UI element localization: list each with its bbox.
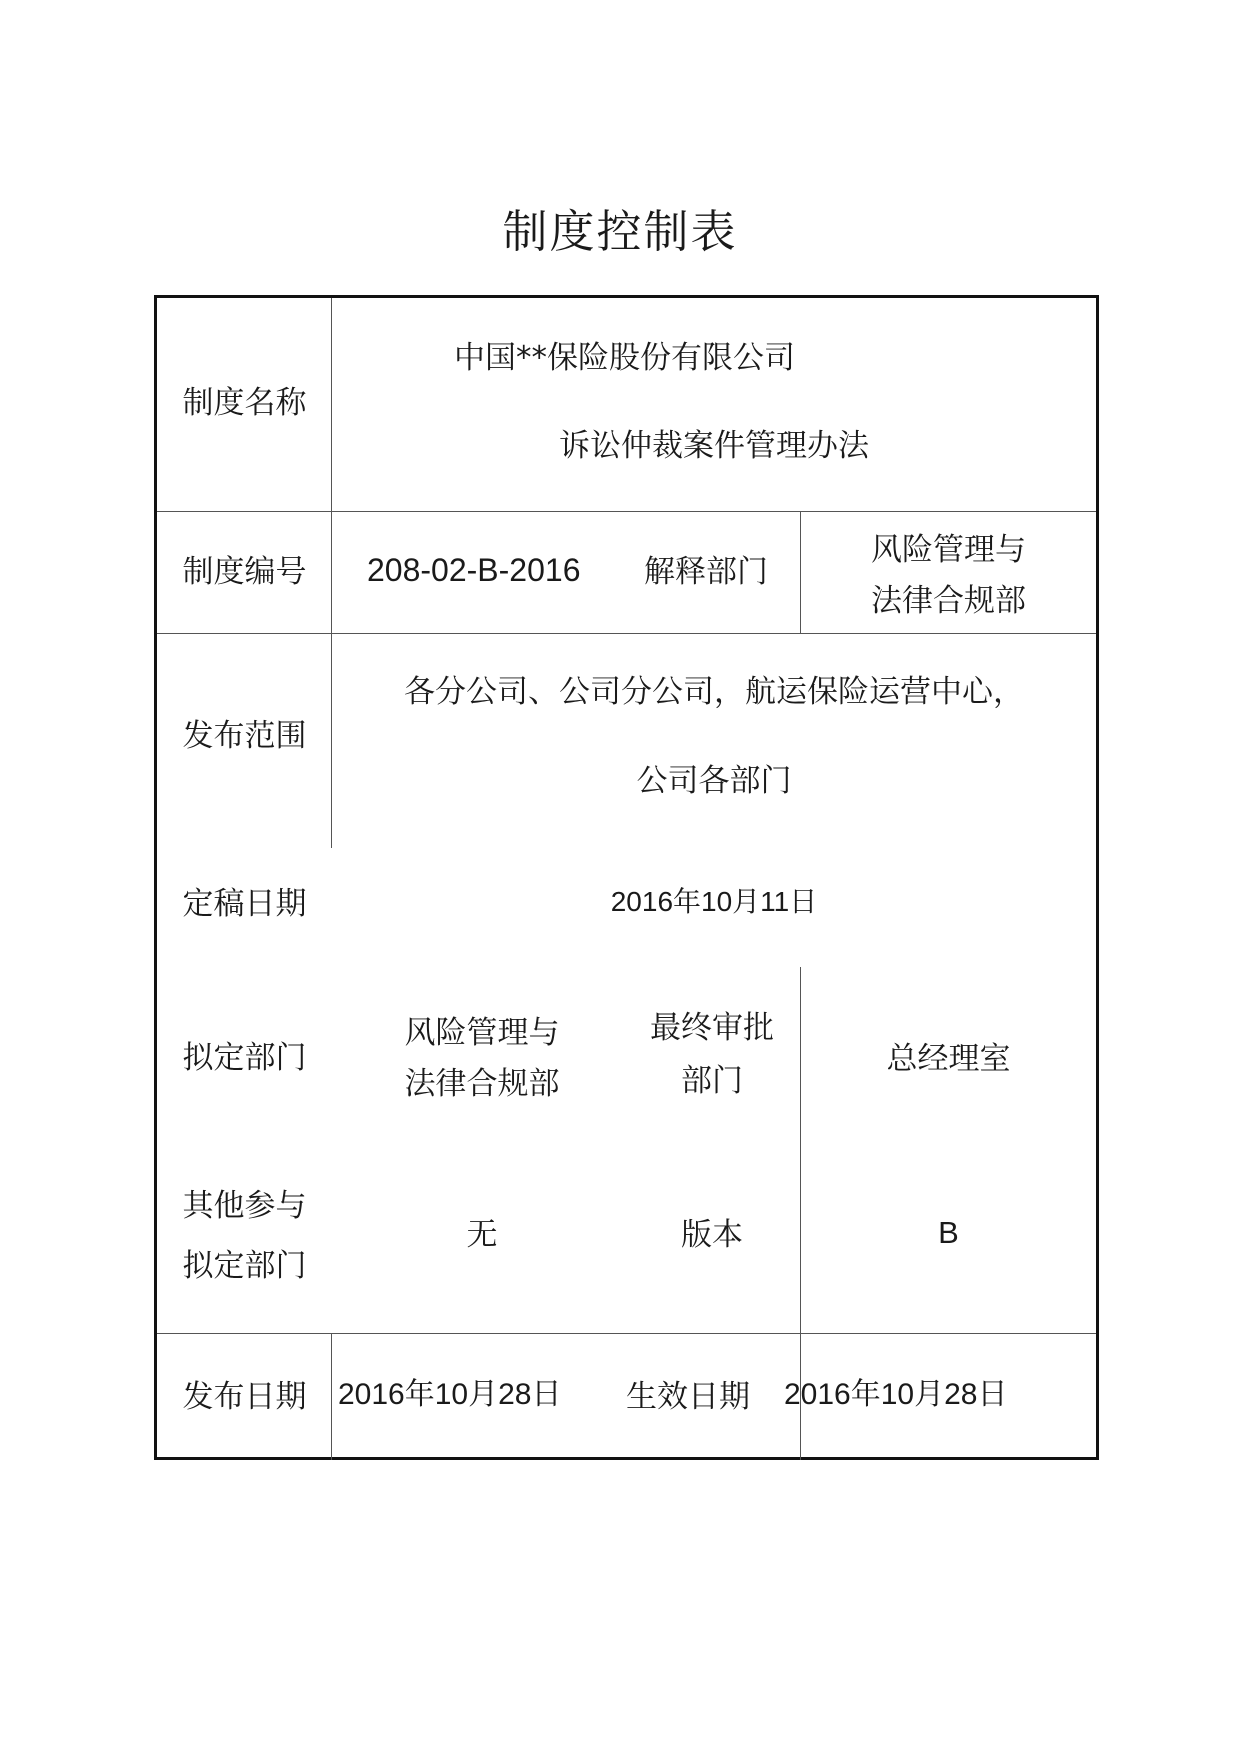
policy-number-value: 208-02-B-2016 <box>367 552 581 588</box>
drafting-dept-line1: 风险管理与 <box>404 1015 560 1051</box>
policy-number-label: 制度编号 <box>182 554 307 590</box>
other-depts-label-line1: 其他参与 <box>182 1188 307 1224</box>
row-divider-version <box>157 1333 1096 1334</box>
interpretation-dept-line1: 风险管理与 <box>871 532 1026 568</box>
final-approval-value: 总经理室 <box>886 1041 1011 1077</box>
policy-name-label: 制度名称 <box>182 385 307 421</box>
company-name: 中国**保险股份有限公司 <box>454 340 795 376</box>
final-approval-label-line2: 部门 <box>681 1063 743 1099</box>
drafting-dept-line2: 法律合规部 <box>404 1066 560 1102</box>
other-depts-value: 无 <box>466 1217 498 1253</box>
final-approval-label-line1: 最终审批 <box>650 1010 774 1046</box>
draft-date-value: 2016年10月11日 <box>610 886 818 917</box>
version-label: 版本 <box>681 1217 743 1253</box>
other-depts-label-line2: 拟定部门 <box>182 1248 307 1284</box>
control-table <box>154 295 1099 1460</box>
publish-date-value: 2016年10月28日 <box>338 1378 562 1411</box>
effective-date-value: 2016年10月28日 <box>784 1378 1008 1411</box>
row-divider-number <box>157 633 1096 634</box>
scope-line1: 各分公司、公司分公司，航运保险运营中心， <box>404 674 1024 710</box>
draft-date-label: 定稿日期 <box>182 886 307 922</box>
policy-name: 诉讼仲裁案件管理办法 <box>559 428 869 464</box>
drafting-dept-label: 拟定部门 <box>182 1040 307 1076</box>
interpretation-dept-line2: 法律合规部 <box>871 583 1026 619</box>
version-value: B <box>938 1215 959 1250</box>
effective-date-label: 生效日期 <box>626 1379 750 1415</box>
scope-label: 发布范围 <box>182 718 307 754</box>
interpretation-dept-label: 解释部门 <box>644 554 768 590</box>
page-title: 制度控制表 <box>502 205 738 258</box>
publish-date-label: 发布日期 <box>182 1379 307 1415</box>
scope-line2: 公司各部门 <box>636 763 792 799</box>
row-divider-name <box>157 511 1096 512</box>
